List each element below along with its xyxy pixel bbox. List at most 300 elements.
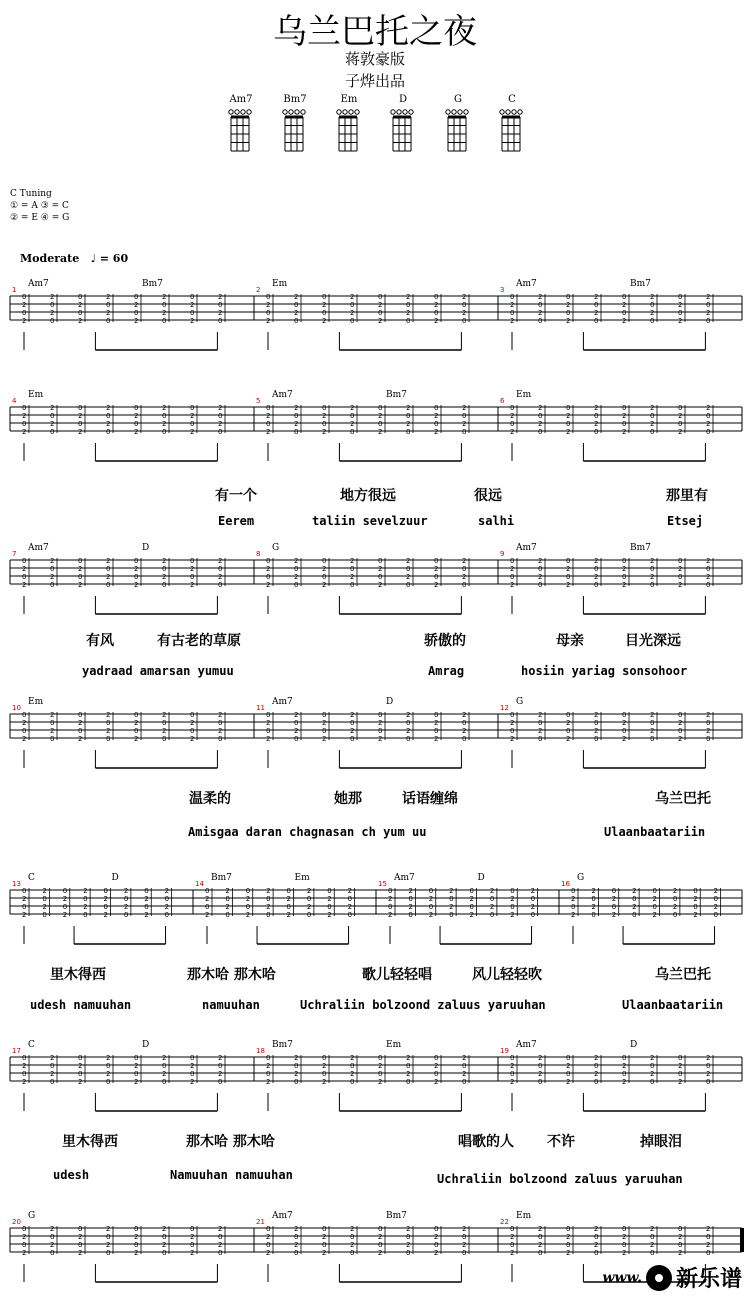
- tab-fret-number: 0: [225, 911, 230, 919]
- lyric: 不许: [547, 1134, 575, 1150]
- tab-fret-number: 0: [322, 1054, 327, 1062]
- tab-fret-number: 0: [538, 428, 543, 436]
- tab-fret-number: 2: [218, 1054, 223, 1062]
- tab-fret-number: 0: [190, 573, 195, 581]
- tab-fret-number: 0: [678, 1241, 683, 1249]
- open-string-marker: [241, 110, 245, 114]
- tab-fret-number: 0: [594, 1062, 599, 1070]
- tab-fret-number: 2: [327, 911, 332, 919]
- tab-fret-number: 0: [50, 301, 55, 309]
- tab-fret-number: 0: [350, 735, 355, 743]
- chord-label: Am7: [394, 873, 415, 883]
- tab-fret-number: 0: [190, 420, 195, 428]
- tab-row-4: [0, 694, 750, 844]
- tab-fret-number: 2: [327, 895, 332, 903]
- tab-fret-number: 0: [106, 565, 111, 573]
- tab-fret-number: 2: [266, 735, 271, 743]
- tab-fret-number: 0: [22, 293, 27, 301]
- measure-number: 13: [12, 880, 21, 888]
- tab-fret-number: 0: [350, 1062, 355, 1070]
- tab-fret-number: 0: [225, 895, 230, 903]
- tab-fret-number: 2: [162, 1054, 167, 1062]
- tab-fret-number: 2: [378, 428, 383, 436]
- tab-fret-number: 0: [706, 1062, 711, 1070]
- tab-fret-number: 0: [245, 903, 251, 911]
- tab-fret-number: 0: [510, 557, 515, 565]
- tab-fret-number: 2: [78, 719, 83, 727]
- tab-fret-number: 0: [449, 895, 454, 903]
- tab-fret-number: 0: [462, 581, 467, 589]
- tab-fret-number: 0: [294, 581, 299, 589]
- tab-fret-number: 2: [622, 1249, 627, 1257]
- tab-fret-number: 0: [78, 1225, 83, 1233]
- tab-fret-number: 2: [106, 309, 111, 317]
- tab-fret-number: 0: [134, 727, 139, 735]
- tab-fret-number: 2: [22, 719, 27, 727]
- tab-fret-number: 0: [218, 428, 223, 436]
- tab-fret-number: 0: [78, 557, 83, 565]
- tab-fret-number: 2: [78, 1249, 83, 1257]
- tab-fret-number: 2: [50, 557, 55, 565]
- tab-fret-number: 0: [22, 309, 27, 317]
- tab-fret-number: 2: [650, 1225, 655, 1233]
- tab-fret-number: 2: [530, 903, 536, 911]
- tab-fret-number: 0: [538, 1249, 543, 1257]
- tab-fret-number: 2: [622, 1078, 627, 1086]
- tab-fret-number: 0: [406, 1078, 411, 1086]
- tab-fret-number: 2: [672, 903, 678, 911]
- tab-fret-number: 2: [78, 317, 83, 325]
- tab-fret-number: 2: [350, 293, 355, 301]
- chord-label: D: [111, 873, 119, 883]
- tab-fret-number: 0: [218, 1078, 223, 1086]
- tab-fret-number: 0: [678, 420, 683, 428]
- tab-fret-number: 0: [591, 911, 596, 919]
- tab-fret-number: 2: [510, 1078, 515, 1086]
- tab-fret-number: 0: [462, 1078, 467, 1086]
- tab-fret-number: 0: [706, 581, 711, 589]
- tab-fret-number: 0: [106, 428, 111, 436]
- chord-name: G: [454, 94, 462, 105]
- tab-fret-number: 2: [378, 317, 383, 325]
- tab-fret-number: 0: [706, 428, 711, 436]
- tab-fret-number: 0: [706, 412, 711, 420]
- tab-fret-number: 2: [538, 557, 543, 565]
- tab-fret-number: 2: [78, 301, 83, 309]
- tab-fret-number: 0: [50, 1249, 55, 1257]
- chord-label: Am7: [516, 279, 537, 289]
- tab-fret-number: 2: [594, 573, 599, 581]
- tab-fret-number: 0: [350, 1249, 355, 1257]
- open-string-marker: [235, 110, 239, 114]
- tab-fret-number: 0: [388, 887, 393, 895]
- tab-fret-number: 2: [706, 309, 711, 317]
- tab-fret-number: 2: [462, 1054, 467, 1062]
- romanized-lyric: udesh: [53, 1168, 90, 1182]
- tab-fret-number: 2: [611, 895, 617, 903]
- chord-diagrams: [0, 94, 750, 154]
- tab-fret-number: 0: [408, 895, 413, 903]
- measure-number: 15: [378, 880, 387, 888]
- logo-brand: 新乐谱: [675, 1267, 742, 1292]
- tab-fret-number: 0: [218, 317, 223, 325]
- chord-label: Am7: [516, 543, 537, 553]
- tab-fret-number: 0: [350, 412, 355, 420]
- tab-fret-number: 2: [218, 1070, 223, 1078]
- chord-name: C: [508, 94, 516, 105]
- tab-fret-number: 2: [266, 317, 271, 325]
- tab-fret-number: 2: [22, 317, 27, 325]
- tab-fret-number: 0: [78, 293, 83, 301]
- tab-fret-number: 0: [322, 293, 327, 301]
- tab-fret-number: 0: [462, 1062, 467, 1070]
- tab-fret-number: 0: [106, 1062, 111, 1070]
- tab-fret-number: 0: [190, 293, 195, 301]
- tab-fret-number: 2: [406, 727, 411, 735]
- tab-fret-number: 0: [22, 1070, 27, 1078]
- tab-fret-number: 0: [22, 711, 27, 719]
- tab-fret-number: 0: [294, 735, 299, 743]
- tab-fret-number: 2: [538, 727, 543, 735]
- tab-fret-number: 0: [322, 727, 327, 735]
- tab-fret-number: 0: [350, 1078, 355, 1086]
- tab-fret-number: 2: [78, 412, 83, 420]
- chord-grid: [280, 105, 310, 153]
- open-string-marker: [409, 110, 413, 114]
- open-string-marker: [337, 110, 341, 114]
- tab-fret-number: 2: [462, 573, 467, 581]
- tab-fret-number: 2: [538, 1070, 543, 1078]
- tab-fret-number: 2: [245, 895, 251, 903]
- tab-fret-number: 0: [123, 911, 129, 919]
- tab-fret-number: 2: [106, 1070, 111, 1078]
- tab-fret-number: 0: [538, 317, 543, 325]
- tab-fret-number: 0: [78, 404, 83, 412]
- open-string-marker: [518, 110, 522, 114]
- tab-fret-number: 2: [510, 719, 515, 727]
- version-subtitle: 蒋敦豪版: [344, 50, 405, 68]
- tab-fret-number: 2: [162, 1241, 167, 1249]
- tab-fret-number: 2: [218, 293, 223, 301]
- tab-fret-number: 2: [50, 309, 55, 317]
- tab-fret-number: 2: [566, 719, 571, 727]
- tab-fret-number: 0: [594, 1078, 599, 1086]
- tab-fret-number: 0: [538, 719, 543, 727]
- tab-fret-number: 0: [594, 301, 599, 309]
- tab-fret-number: 2: [50, 293, 55, 301]
- tab-fret-number: 2: [594, 727, 599, 735]
- tab-fret-number: 2: [294, 404, 299, 412]
- tab-fret-number: 0: [406, 581, 411, 589]
- tab-row-2: [0, 387, 750, 537]
- tab-fret-number: 2: [591, 903, 596, 911]
- tab-fret-number: 0: [566, 420, 571, 428]
- tab-fret-number: 2: [22, 1062, 27, 1070]
- tab-fret-number: 0: [678, 1225, 683, 1233]
- tab-staff: [0, 870, 750, 950]
- chord-label: D: [386, 697, 394, 707]
- chord-label: Em: [28, 390, 44, 400]
- tab-fret-number: 2: [218, 711, 223, 719]
- tab-fret-number: 0: [266, 1054, 271, 1062]
- tab-fret-number: 2: [594, 404, 599, 412]
- tab-fret-number: 0: [218, 301, 223, 309]
- tab-fret-number: 2: [266, 887, 271, 895]
- tab-fret-number: 0: [622, 1225, 627, 1233]
- tab-fret-number: 0: [78, 420, 83, 428]
- tab-fret-number: 0: [510, 1225, 515, 1233]
- tab-fret-number: 2: [190, 719, 195, 727]
- measure-number: 7: [12, 550, 17, 558]
- tab-fret-number: 0: [678, 1054, 683, 1062]
- tab-fret-number: 2: [205, 911, 210, 919]
- tab-fret-number: 2: [428, 911, 434, 919]
- tab-fret-number: 2: [322, 412, 327, 420]
- tab-fret-number: 0: [218, 719, 223, 727]
- tab-fret-number: 2: [22, 1249, 27, 1257]
- romanized-lyric: Namuuhan namuuhan: [170, 1168, 293, 1182]
- tab-fret-number: 0: [706, 719, 711, 727]
- tab-fret-number: 2: [693, 895, 698, 903]
- tab-fret-number: 0: [22, 887, 27, 895]
- tab-fret-number: 0: [594, 317, 599, 325]
- tab-fret-number: 0: [489, 895, 495, 903]
- tab-fret-number: 2: [78, 581, 83, 589]
- tab-fret-number: 2: [378, 735, 383, 743]
- tab-fret-number: 0: [327, 903, 332, 911]
- tab-fret-number: 2: [434, 412, 439, 420]
- tab-fret-number: 0: [103, 903, 108, 911]
- tab-fret-number: 2: [106, 1225, 111, 1233]
- tab-fret-number: 2: [510, 317, 515, 325]
- tab-fret-number: 0: [594, 1249, 599, 1257]
- tab-fret-number: 2: [538, 711, 543, 719]
- tab-fret-number: 2: [266, 719, 271, 727]
- tab-fret-number: 0: [350, 301, 355, 309]
- tab-fret-number: 2: [566, 301, 571, 309]
- tab-fret-number: 0: [106, 735, 111, 743]
- tab-fret-number: 2: [693, 911, 698, 919]
- tab-fret-number: 0: [106, 1249, 111, 1257]
- tab-fret-number: 2: [650, 727, 655, 735]
- tab-fret-number: 0: [406, 719, 411, 727]
- tab-fret-number: 0: [350, 1233, 355, 1241]
- tab-fret-number: 2: [286, 911, 291, 919]
- tab-fret-number: 2: [378, 412, 383, 420]
- tab-fret-number: 0: [378, 293, 383, 301]
- tab-fret-number: 0: [78, 1054, 83, 1062]
- tab-fret-number: 2: [322, 317, 327, 325]
- tab-fret-number: 0: [378, 727, 383, 735]
- tab-fret-number: 2: [566, 412, 571, 420]
- chord-label: D: [630, 1040, 638, 1050]
- tab-fret-number: 2: [594, 1241, 599, 1249]
- tab-fret-number: 0: [205, 887, 210, 895]
- tab-fret-number: 0: [294, 1078, 299, 1086]
- tab-fret-number: 2: [190, 412, 195, 420]
- tab-fret-number: 2: [434, 317, 439, 325]
- tab-fret-number: 0: [510, 711, 515, 719]
- tab-fret-number: 0: [322, 420, 327, 428]
- measure-number: 1: [12, 286, 17, 294]
- tab-fret-number: 2: [78, 1078, 83, 1086]
- tab-fret-number: 0: [622, 1241, 627, 1249]
- tab-fret-number: 2: [78, 735, 83, 743]
- tab-fret-number: 0: [22, 1241, 27, 1249]
- tab-fret-number: 0: [706, 1078, 711, 1086]
- tab-fret-number: 2: [190, 428, 195, 436]
- tab-fret-number: 0: [406, 301, 411, 309]
- tab-fret-number: 2: [294, 293, 299, 301]
- tab-fret-number: 0: [434, 404, 439, 412]
- tab-fret-number: 2: [434, 719, 439, 727]
- tab-fret-number: 0: [162, 428, 167, 436]
- tuning-line: ② = E ④ = G: [10, 213, 70, 223]
- tab-fret-number: 2: [22, 428, 27, 436]
- tab-fret-number: 0: [78, 711, 83, 719]
- tab-fret-number: 0: [434, 1070, 439, 1078]
- lyric: 乌兰巴托: [655, 967, 711, 983]
- tab-fret-number: 2: [538, 1241, 543, 1249]
- tab-fret-number: 2: [134, 412, 139, 420]
- tab-fret-number: 2: [406, 309, 411, 317]
- tab-fret-number: 2: [294, 557, 299, 565]
- tab-fret-number: 0: [286, 887, 291, 895]
- measure-number: 8: [256, 550, 261, 558]
- chord-label: Am7: [272, 697, 293, 707]
- tab-fret-number: 0: [50, 581, 55, 589]
- tab-fret-number: 2: [294, 573, 299, 581]
- tab-fret-number: 0: [622, 1070, 627, 1078]
- tab-fret-number: 2: [622, 581, 627, 589]
- tab-fret-number: 0: [538, 1062, 543, 1070]
- tab-fret-number: 2: [378, 1249, 383, 1257]
- open-string-marker: [403, 110, 407, 114]
- tab-fret-number: 2: [42, 887, 47, 895]
- tab-fret-number: 2: [62, 911, 68, 919]
- open-string-marker: [247, 110, 251, 114]
- tab-fret-number: 0: [62, 903, 68, 911]
- tab-fret-number: 0: [164, 911, 170, 919]
- lyric: 骄傲的: [424, 633, 466, 649]
- tab-fret-number: 0: [434, 309, 439, 317]
- measure-number: 6: [500, 397, 505, 405]
- open-string-marker: [458, 110, 462, 114]
- chord-diagram-em: [334, 94, 364, 153]
- tab-fret-number: 2: [678, 428, 683, 436]
- tab-fret-number: 0: [134, 309, 139, 317]
- tab-fret-number: 0: [134, 1054, 139, 1062]
- tab-fret-number: 2: [566, 428, 571, 436]
- tab-fret-number: 2: [566, 565, 571, 573]
- chord-label: Em: [516, 390, 532, 400]
- tab-fret-number: 2: [218, 404, 223, 412]
- tab-fret-number: 2: [462, 1070, 467, 1078]
- tab-fret-number: 0: [706, 565, 711, 573]
- measure-number: 11: [256, 704, 265, 712]
- tab-fret-number: 0: [538, 565, 543, 573]
- tab-fret-number: 2: [678, 301, 683, 309]
- chord-grid: [388, 105, 418, 153]
- tab-fret-number: 0: [469, 903, 474, 911]
- tab-fret-number: 0: [510, 573, 515, 581]
- tab-fret-number: 2: [350, 420, 355, 428]
- tab-fret-number: 0: [50, 735, 55, 743]
- tab-fret-number: 2: [350, 1225, 355, 1233]
- tab-fret-number: 0: [134, 1225, 139, 1233]
- tab-fret-number: 2: [408, 887, 413, 895]
- chord-label: Em: [386, 1040, 402, 1050]
- tab-fret-number: 2: [134, 735, 139, 743]
- lyric: 唱歌的人: [458, 1134, 514, 1150]
- tab-fret-number: 0: [162, 565, 167, 573]
- tab-fret-number: 2: [434, 1249, 439, 1257]
- tab-fret-number: 0: [449, 911, 454, 919]
- chord-label: Em: [294, 873, 310, 883]
- open-string-marker: [343, 110, 347, 114]
- tab-fret-number: 2: [650, 420, 655, 428]
- chord-name: D: [398, 94, 408, 105]
- romanized-lyric: Eerem: [218, 514, 255, 528]
- tab-fret-number: 2: [22, 301, 27, 309]
- tab-fret-number: 2: [134, 428, 139, 436]
- tab-fret-number: 0: [306, 911, 312, 919]
- tab-fret-number: 0: [650, 317, 655, 325]
- tab-fret-number: 0: [350, 317, 355, 325]
- tab-fret-number: 0: [218, 1233, 223, 1241]
- tab-fret-number: 2: [594, 293, 599, 301]
- tab-fret-number: 0: [434, 420, 439, 428]
- tab-fret-number: 0: [652, 887, 657, 895]
- tab-fret-number: 0: [594, 565, 599, 573]
- tab-fret-number: 2: [78, 1062, 83, 1070]
- tab-fret-number: 0: [350, 581, 355, 589]
- tab-fret-number: 2: [622, 412, 627, 420]
- tab-fret-number: 0: [106, 581, 111, 589]
- tab-fret-number: 0: [190, 1054, 195, 1062]
- tab-fret-number: 2: [434, 1078, 439, 1086]
- tab-fret-number: 0: [622, 727, 627, 735]
- tab-fret-number: 2: [106, 557, 111, 565]
- tab-fret-number: 2: [350, 309, 355, 317]
- tab-fret-number: 0: [322, 1225, 327, 1233]
- tab-fret-number: 0: [190, 1225, 195, 1233]
- tab-fret-number: 2: [162, 1070, 167, 1078]
- tab-fret-number: 2: [266, 1078, 271, 1086]
- tab-fret-number: 2: [134, 1062, 139, 1070]
- tab-fret-number: 0: [538, 735, 543, 743]
- tab-fret-number: 2: [571, 895, 576, 903]
- tab-fret-number: 0: [266, 420, 271, 428]
- tab-fret-number: 2: [218, 1225, 223, 1233]
- tab-fret-number: 2: [622, 1233, 627, 1241]
- tab-fret-number: 0: [266, 404, 271, 412]
- tab-fret-number: 0: [266, 727, 271, 735]
- tab-fret-number: 0: [462, 1249, 467, 1257]
- tempo-label: Moderate: [20, 252, 80, 265]
- tab-fret-number: 0: [566, 573, 571, 581]
- tab-fret-number: 0: [294, 565, 299, 573]
- tab-fret-number: 0: [538, 1233, 543, 1241]
- tab-fret-number: 0: [672, 895, 678, 903]
- tab-fret-number: 2: [294, 1241, 299, 1249]
- tab-fret-number: 2: [266, 581, 271, 589]
- tab-fret-number: 2: [322, 1233, 327, 1241]
- tab-staff: [0, 276, 750, 356]
- tab-fret-number: 0: [50, 428, 55, 436]
- tab-fret-number: 0: [378, 1070, 383, 1078]
- tab-fret-number: 2: [266, 428, 271, 436]
